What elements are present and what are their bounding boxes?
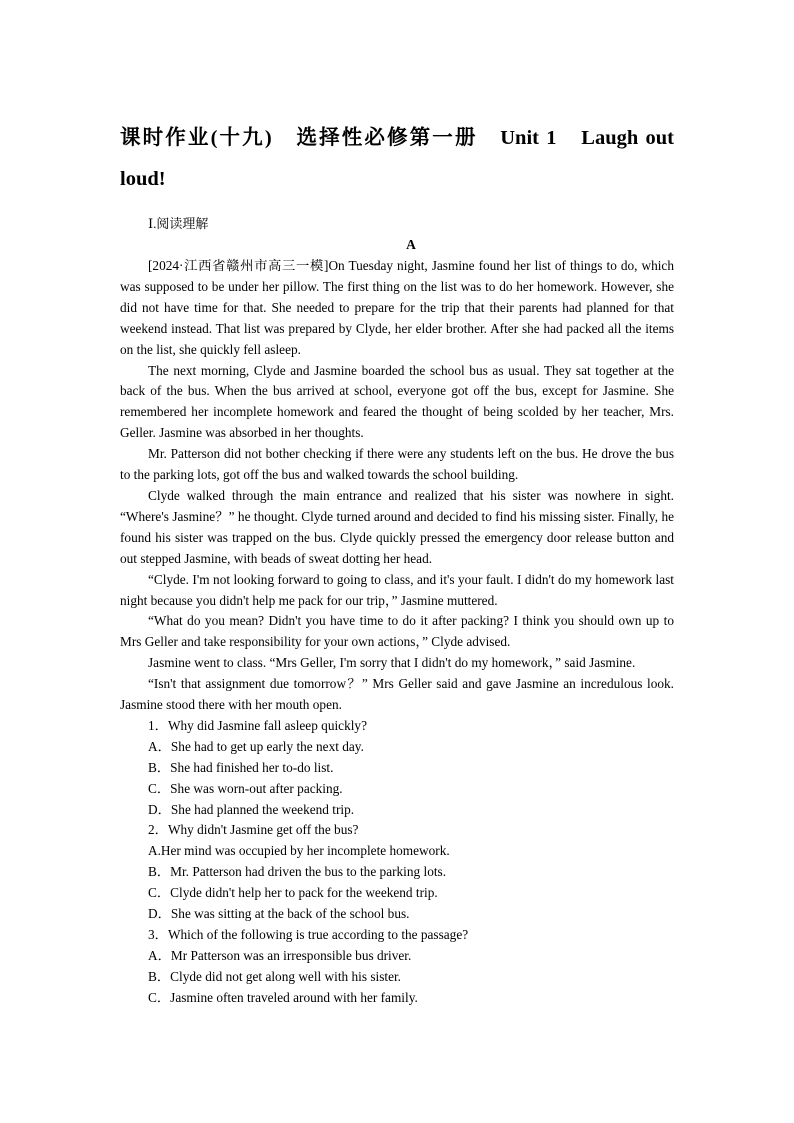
section-heading: Ⅰ.阅读理解 bbox=[148, 216, 209, 231]
answer-option: D．She had planned the weekend trip. bbox=[148, 801, 355, 817]
question-stem: 1．Why did Jasmine fall asleep quickly? bbox=[148, 717, 367, 733]
passage-label: A bbox=[406, 237, 416, 252]
answer-option: C．Clyde didn't help her to pack for the weekend trip. bbox=[148, 885, 438, 901]
paragraph: The next morning, Clyde and Jasmine boarded the school bus as usual. They sat together at the back of the bus. When the bus arrived at school, everyone got off the bus, except for Jasmine. She remembered her incomplete homework and feared the thought of being scolded by her teacher, Mrs. Geller. Jasmine was absorbed in her thoughts. bbox=[120, 362, 674, 441]
paragraph: Mr. Patterson did not bother checking if there were any students left on the bus. He drove the bus to the parking lots, got off the bus and walked towards the school building. bbox=[120, 446, 674, 483]
answer-option: C．Jasmine often traveled around with her family. bbox=[148, 989, 418, 1005]
answer-option: D．She was sitting at the back of the school bus. bbox=[148, 906, 410, 922]
paragraph: [2024·江西省赣州市高三一模]On Tuesday night, Jasmine found her list of things to do, which was supposed to be under her pillow. The first thing on the list was to do her homework. However, she did not have time for that. She needed to prepare for the trip that their parents had planned for that weekend instead. That list was prepared by Clyde, her elder brother. After she had packed all the items on the list, she quickly fell asleep. bbox=[120, 258, 674, 357]
paragraph: Jasmine went to class. “Mrs Geller, I'm sorry that I didn't do my homework，” said Jasmine. bbox=[148, 655, 636, 671]
page-title: 课时作业(十九) 选择性必修第一册 Unit 1 Laugh out loud! bbox=[120, 127, 674, 190]
answer-option: C．She was worn-out after packing. bbox=[148, 780, 343, 796]
answer-option: A．Mr Patterson was an irresponsible bus driver. bbox=[148, 947, 412, 963]
answer-option: A．She had to get up early the next day. bbox=[148, 738, 364, 754]
answer-option: B．Mr. Patterson had driven the bus to the parking lots. bbox=[148, 864, 447, 880]
paragraph: “What do you mean? Didn't you have time to do it after packing? I think you should own up to Mrs Geller and take responsibility for your own actions，” Clyde advised. bbox=[120, 613, 674, 650]
paragraph: “Clyde. I'm not looking forward to going to class, and it's your fault. I didn't do my homework last night because you didn't help me pack for our trip，” Jasmine muttered. bbox=[120, 571, 674, 608]
question-stem: 3．Which of the following is true according to the passage? bbox=[148, 927, 469, 942]
answer-option: B．Clyde did not get along well with his sister. bbox=[148, 968, 401, 984]
passage-body bbox=[120, 256, 674, 1009]
answer-option: B．She had finished her to-do list. bbox=[148, 759, 334, 775]
question-stem: 2．Why didn't Jasmine get off the bus? bbox=[148, 822, 359, 838]
paragraph: “Isn't that assignment due tomorrow？” Mrs Geller said and gave Jasmine an incredulous look. Jasmine stood there with her mouth open. bbox=[120, 676, 674, 713]
answer-option: A.Her mind was occupied by her incomplete homework. bbox=[148, 843, 450, 859]
paragraph: Clyde walked through the main entrance and realized that his sister was nowhere in sight. “Where's Jasmine？” he thought. Clyde turned around and decided to find his missing sister. Finally, he found his sister was trapped on the bus. Clyde quickly pressed the emergency door release button and out stepped Jasmine, with beads of sweat dotting her head. bbox=[120, 487, 674, 566]
